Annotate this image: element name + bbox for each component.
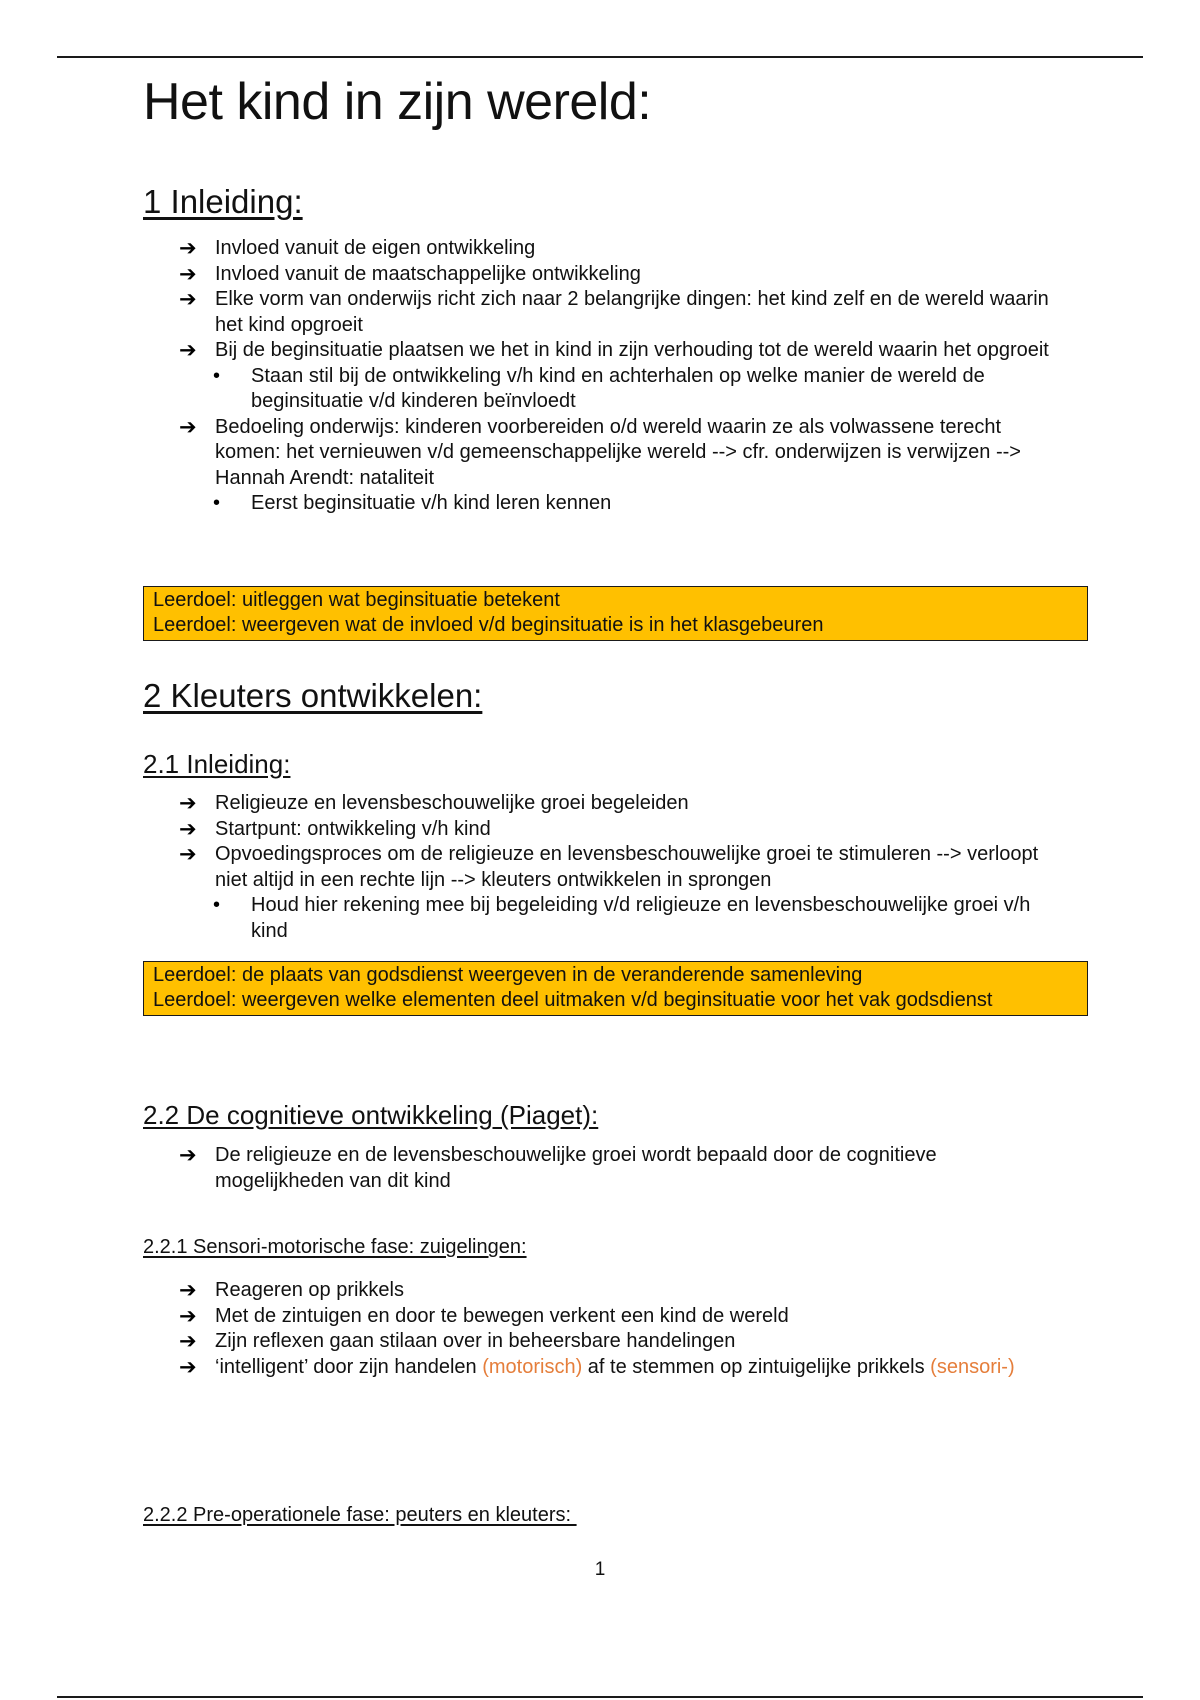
sub-list xyxy=(179,491,1059,517)
arrow-right-icon: ➔ xyxy=(179,792,197,815)
arrow-right-icon: ➔ xyxy=(179,1279,197,1302)
list-item: ➔ Startpunt: ontwikkeling v/h kind xyxy=(179,817,491,841)
arrow-right-icon: ➔ xyxy=(179,262,197,286)
header-rule xyxy=(57,56,1143,58)
arrow-right-icon: ➔ xyxy=(179,1355,197,1379)
sub-list xyxy=(179,364,1059,415)
list-item: ➔ Zijn reflexen gaan stilaan over in beheersbare handelingen xyxy=(179,1330,736,1353)
list-item: ➔ Met de zintuigen en door te bewegen verkent een kind de wereld xyxy=(179,1304,789,1328)
highlight-text: (motorisch) xyxy=(482,1355,583,1378)
arrow-right-icon: ➔ xyxy=(179,1330,197,1353)
learning-goal: Leerdoel: uitleggen wat beginsituatie betekent xyxy=(153,589,560,611)
learning-goal-box xyxy=(143,961,1088,1016)
section-2-2-2-heading: 2.2.2 Pre-operationele fase: peuters en kleuters: xyxy=(143,1504,577,1526)
highlight-text: (sensori-) xyxy=(930,1355,1015,1378)
footer-rule xyxy=(57,1696,1143,1698)
learning-goal: Leerdoel: de plaats van godsdienst weergeven in de veranderende samenleving xyxy=(153,964,863,986)
section-2-1-heading: 2.1 Inleiding: xyxy=(143,749,291,779)
list-item: ➔ Bedoeling onderwijs: kinderen voorbereiden o/d wereld waarin ze als volwassene terecht komen: het vernieuwen v/d gemeenschappelijke wereld --> cfr. onderwijzen is verwijzen --> Hannah Arendt: nataliteit • Eerst beginsituatie v/h kind leren kennen xyxy=(179,415,1059,517)
learning-goal: Leerdoel: weergeven welke elementen deel uitmaken v/d beginsituatie voor het vak godsdienst xyxy=(153,989,993,1011)
list-item: ➔ De religieuze en de levensbeschouwelijke groei wordt bepaald door de cognitieve mogelijkheden van dit kind xyxy=(179,1144,937,1192)
section-1-list xyxy=(179,236,1059,517)
list-item: ➔ Religieuze en levensbeschouwelijke groei begeleiden xyxy=(179,792,689,815)
list-item: ➔ Invloed vanuit de eigen ontwikkeling xyxy=(179,237,536,260)
dot-icon: • xyxy=(213,364,221,387)
dot-icon: • xyxy=(213,894,221,916)
list-item: ➔ Reageren op prikkels xyxy=(179,1279,404,1302)
arrow-right-icon: ➔ xyxy=(179,415,197,439)
sub-list-item: • Houd hier rekening mee bij begeleiding v/d religieuze en levensbeschouwelijke groei v/h kind xyxy=(213,894,1031,942)
section-2-2-1-list xyxy=(179,1278,1059,1380)
section-2-2-heading: 2.2 De cognitieve ontwikkeling (Piaget): xyxy=(143,1100,599,1130)
list-item: ➔ Elke vorm van onderwijs richt zich naar 2 belangrijke dingen: het kind zelf en de wereld waarin het kind opgroeit xyxy=(179,288,1049,336)
page-number: 1 xyxy=(594,1559,606,1580)
section-2-heading: 2 Kleuters ontwikkelen: xyxy=(143,677,483,714)
sub-list xyxy=(179,893,1059,944)
section-2-2-1-heading: 2.2.1 Sensori-motorische fase: zuigelingen: xyxy=(143,1236,527,1258)
list-item: ➔ Opvoedingsproces om de religieuze en levensbeschouwelijke groei te stimuleren --> verloopt niet altijd in een rechte lijn --> kleuters ontwikkelen in sprongen • Houd hier rekening mee bij begeleiding v/d religieuze en levensbeschouwelijke groei v/h kind xyxy=(179,842,1059,944)
list-item: ➔ Invloed vanuit de maatschappelijke ontwikkeling xyxy=(179,262,641,286)
dot-icon: • xyxy=(213,492,221,514)
section-2-2-list xyxy=(179,1143,1059,1194)
section-2-1-list xyxy=(179,791,1059,944)
arrow-right-icon: ➔ xyxy=(179,843,197,866)
arrow-right-icon: ➔ xyxy=(179,1144,197,1167)
document-title: Het kind in zijn wereld: xyxy=(143,73,652,131)
sub-list-item: • Eerst beginsituatie v/h kind leren kennen xyxy=(179,491,1059,517)
arrow-right-icon: ➔ xyxy=(179,339,197,362)
arrow-right-icon: ➔ xyxy=(179,288,197,311)
learning-goal: Leerdoel: weergeven wat de invloed v/d beginsituatie is in het klasgebeuren xyxy=(153,614,824,636)
arrow-right-icon: ➔ xyxy=(179,1304,197,1328)
arrow-right-icon: ➔ xyxy=(179,237,197,260)
list-item: ➔ ‘intelligent’ door zijn handelen (motorisch) af te stemmen op zintuigelijke prikkels (sensori-) xyxy=(179,1355,1015,1379)
learning-goal-box xyxy=(143,586,1088,641)
list-item: ➔ Bij de beginsituatie plaatsen we het in kind in zijn verhouding tot de wereld waarin het opgroeit • Staan stil bij de ontwikkeling v/h kind en achterhalen op welke manier de wereld de beginsituatie v/d kinderen beïnvloedt xyxy=(179,338,1059,415)
arrow-right-icon: ➔ xyxy=(179,817,197,841)
section-1-heading: 1 Inleiding: xyxy=(143,183,303,220)
sub-list-item: • Staan stil bij de ontwikkeling v/h kind en achterhalen op welke manier de wereld de beginsituatie v/d kinderen beïnvloedt xyxy=(213,364,985,412)
